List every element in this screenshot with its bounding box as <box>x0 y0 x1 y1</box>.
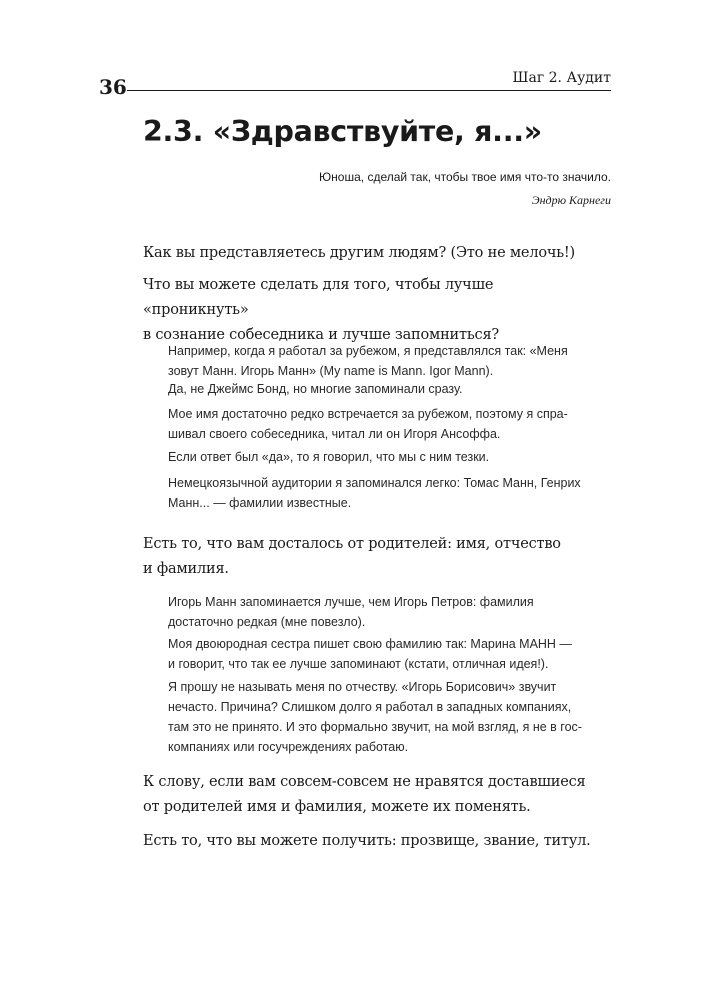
text-line: компаниях или госучреждениях работаю. <box>168 740 409 754</box>
example-paragraph <box>168 473 581 513</box>
chapter-title: 2.3. «Здравствуйте, я...» <box>143 115 542 148</box>
text-line: Есть то, что вам досталось от родителей: имя, отчество <box>143 536 561 552</box>
text-line: шивал своего собеседника, читал ли он Игоря Ансоффа. <box>168 427 501 441</box>
remark-change-name <box>143 770 585 820</box>
text-line: Моя двоюродная сестра пишет свою фамилию так: Марина МАНН — <box>168 637 572 651</box>
example-paragraph <box>168 379 462 399</box>
text-line: нечасто. Причина? Слишком долго я работал в западных компаниях, <box>168 700 572 714</box>
question-nickname: Есть то, что вы можете получить: прозвище, звание, титул. <box>143 833 591 849</box>
example-paragraph <box>168 592 534 632</box>
example-paragraph <box>168 447 489 467</box>
text-line: Немецкоязычной аудитории я запоминался легко: Томас Манн, Генрих <box>168 476 581 490</box>
question-introduction: Как вы представляетесь другим людям? (Это не мелочь!) <box>143 245 576 261</box>
text-line: Мое имя достаточно редко встречается за рубежом, поэтому я спра- <box>168 407 568 421</box>
text-line: Например, когда я работал за рубежом, я представлялся так: «Меня <box>168 344 568 358</box>
example-paragraph <box>168 404 568 444</box>
example-paragraph <box>168 677 582 757</box>
text-line: достаточно редкая (мне повезло). <box>168 615 366 629</box>
text-line: К слову, если вам совсем-совсем не нравятся доставшиеся <box>143 774 586 790</box>
example-paragraph <box>168 341 568 381</box>
running-head: Шаг 2. Аудит <box>512 70 611 86</box>
text-line: и говорит, что так ее лучше запоминают (кстати, отличная идея!). <box>168 657 549 671</box>
text-line: Да, не Джеймс Бонд, но многие запоминали сразу. <box>168 382 463 396</box>
text-line: Я прошу не называть меня по отчеству. «Игорь Борисович» звучит <box>168 680 557 694</box>
text-line: Манн... — фамилии известные. <box>168 496 352 510</box>
epigraph-quote: Юноша, сделай так, чтобы твое имя что-то значило. <box>319 170 611 184</box>
question-parents-name <box>143 532 561 582</box>
header-rule <box>127 90 611 91</box>
text-line: и фамилия. <box>143 561 229 577</box>
text-line: Игорь Манн запоминается лучше, чем Игорь Петров: фамилия <box>168 595 534 609</box>
text-line: зовут Манн. Игорь Манн» (My name is Mann. Igor Mann). <box>168 364 494 378</box>
text-line: Что вы можете сделать для того, чтобы лучше «проникнуть» <box>143 277 494 318</box>
example-paragraph <box>168 634 572 674</box>
text-line: в сознание собеседника и лучше запомниться? <box>143 327 499 343</box>
text-line: там это не принято. И это формально звучит, на мой взгляд, я не в гос- <box>168 720 582 734</box>
epigraph-author: Эндрю Карнеги <box>531 193 611 207</box>
text-line: от родителей имя и фамилия, можете их поменять. <box>143 799 531 815</box>
page-number: 36 <box>99 75 127 99</box>
question-memorability <box>143 273 593 348</box>
text-line: Если ответ был «да», то я говорил, что мы с ним тезки. <box>168 450 490 464</box>
